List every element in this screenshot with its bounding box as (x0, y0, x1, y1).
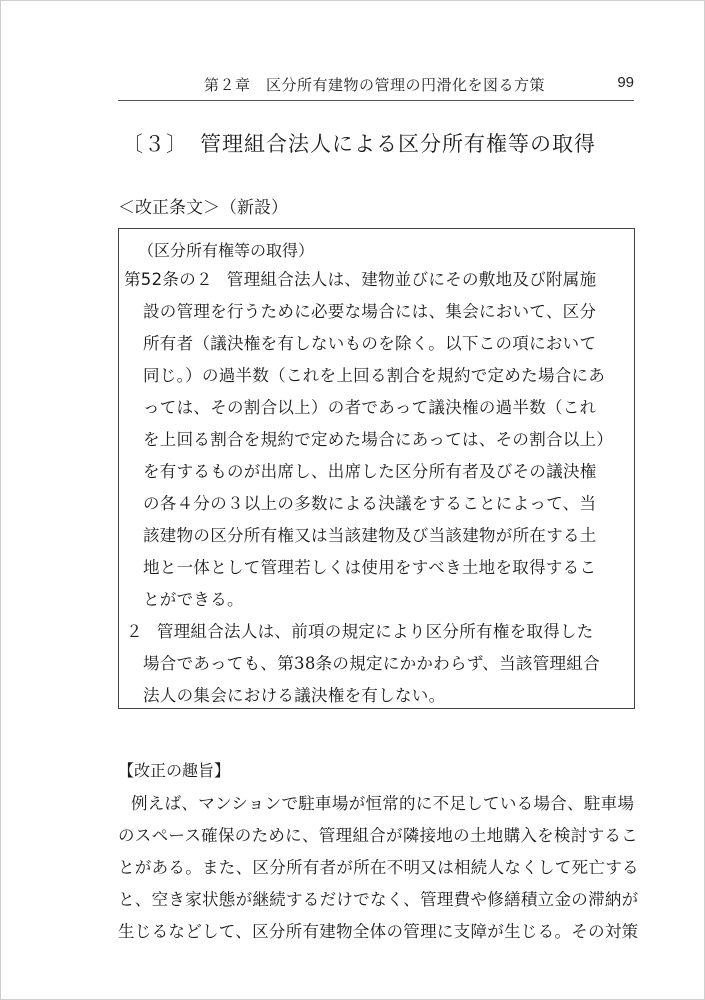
provision-line: 所有者（議決権を有しないものを除く。以下この項において (143, 334, 597, 353)
body-line: 生じるなどして、区分所有建物全体の管理に支障が生じる。その対策 (118, 922, 639, 941)
provision-line: 法人の集会における議決権を有しない。 (143, 686, 446, 705)
paragraph-number: ２ (126, 622, 143, 641)
provision-line: 地と一体として管理若しくは使用をすべき土地を取得するこ (143, 558, 597, 577)
body-line: のスペース確保のために、管理組合が隣接地の土地購入を検討するこ (118, 826, 638, 845)
section-heading (122, 128, 596, 158)
header-rule (118, 100, 634, 101)
provision-line (126, 618, 594, 642)
provision-line: 同じ。）の過半数（これを上回る割合を規約で定めた場合にあ (143, 366, 606, 385)
provision-line: の各４分の３以上の多数による決議をすることによって、当 (143, 494, 597, 513)
article-label: 第52条の２ (124, 270, 213, 289)
body-line: 例えば、マンションで駐車場が恒常的に不足している場合、駐車場 (131, 794, 635, 813)
provision-line-text: 管理組合法人は、建物並びにその敷地及び附属施 (226, 270, 597, 289)
provision-caption: （区分所有権等の取得） (138, 241, 315, 260)
amendment-subheading: ＜改正条文＞（新設） (118, 198, 288, 218)
purport-heading: 【改正の趣旨】 (118, 761, 231, 780)
provision-line: 場合であっても、第38条の規定にかかわらず、当該管理組合 (143, 654, 600, 673)
provision-line-text: 管理組合法人は、前項の規定により区分所有権を取得した (156, 622, 594, 641)
provision-line: とができる。 (143, 590, 244, 609)
body-line: とがある。また、区分所有者が所在不明又は相続人なくして死亡する (118, 858, 639, 877)
section-number: 〔３〕 (122, 132, 188, 156)
provision-line: 該建物の区分所有権又は当該建物及び当該建物が所在する土 (143, 526, 597, 545)
chapter-title: 第２章 区分所有建物の管理の円滑化を図る方策 (204, 76, 546, 94)
provision-line: っては、その割合以上）の者であって議決権の過半数（これ (143, 398, 597, 417)
body-line: と、空き家状態が継続するだけでなく、管理費や修繕積立金の滞納が (118, 890, 639, 909)
page-number: 99 (617, 74, 634, 91)
section-title: 管理組合法人による区分所有権等の取得 (200, 132, 596, 156)
provision-line: 設の管理を行うために必要な場合には、集会において、区分 (143, 302, 597, 321)
running-header (118, 74, 634, 98)
provision-line: を有するものが出席し、出席した区分所有者及びその議決権 (143, 462, 597, 481)
provision-line (124, 266, 596, 290)
provision-line: を上回る割合を規約で定めた場合にあっては、その割合以上） (143, 430, 614, 449)
